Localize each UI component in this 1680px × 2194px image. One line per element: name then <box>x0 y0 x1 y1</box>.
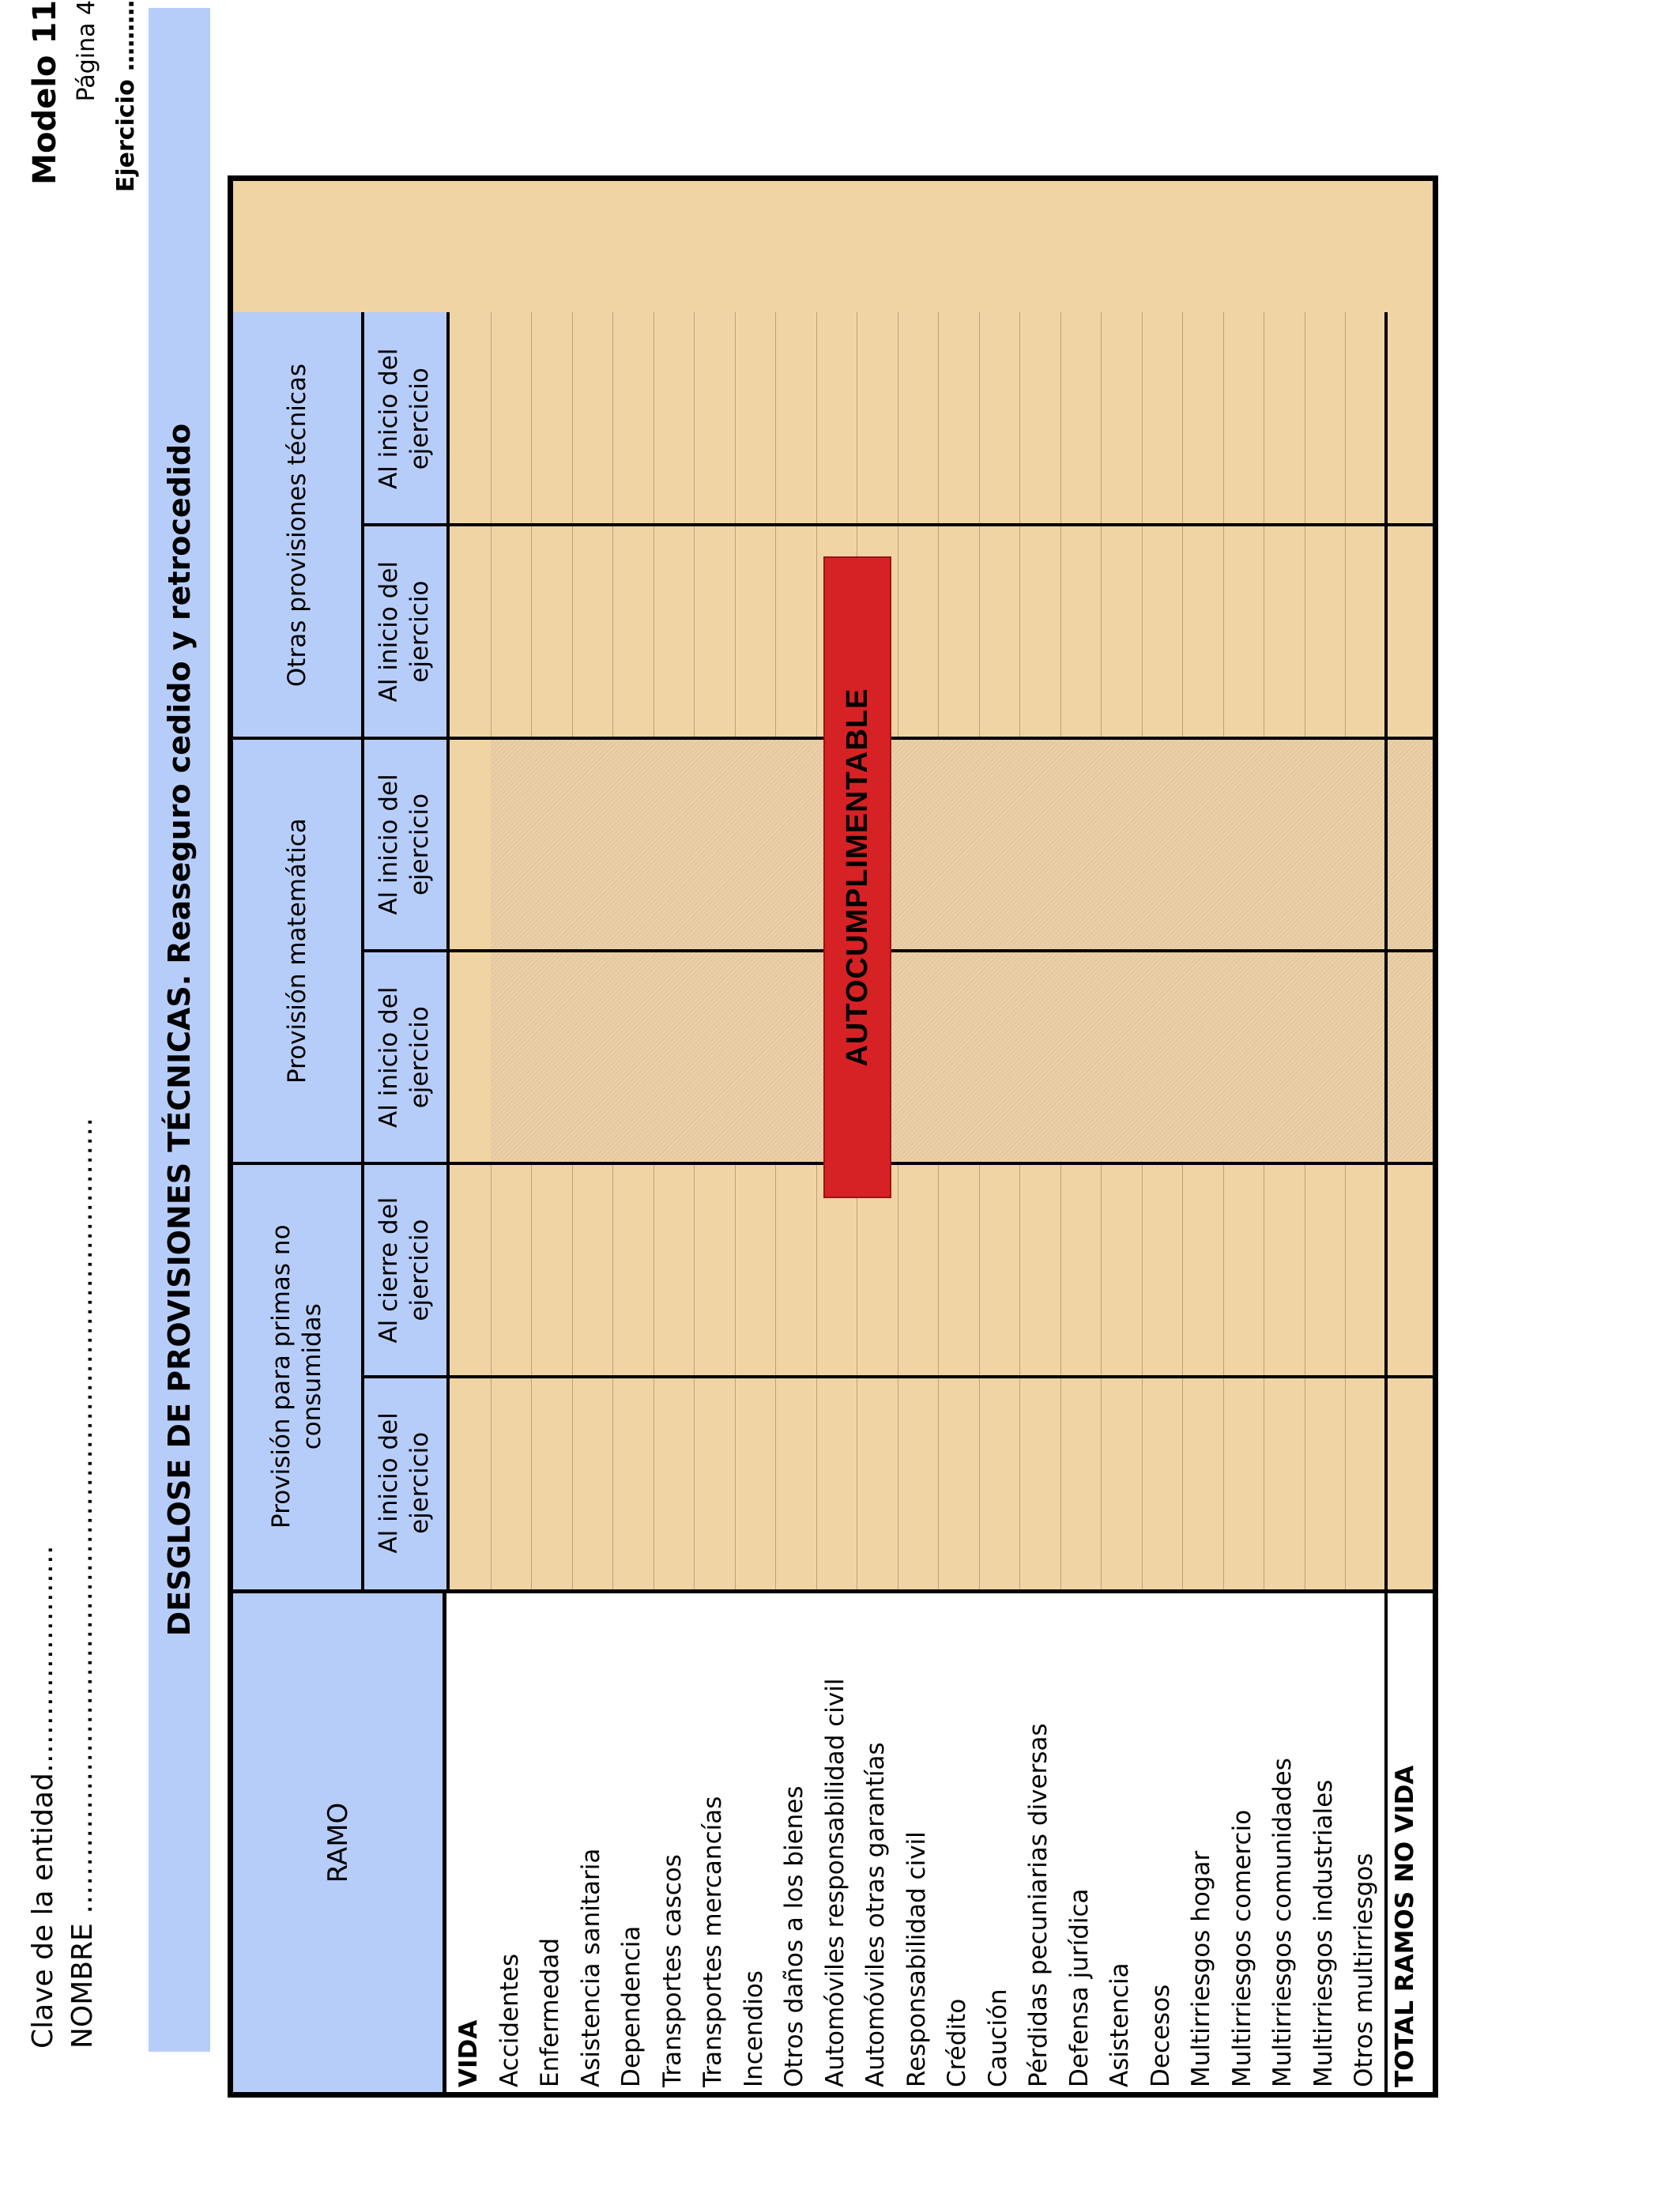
row-label: Accidentes <box>495 1953 524 2087</box>
sub-header: Al inicio del ejercicio <box>363 738 446 951</box>
row-label: Crédito <box>943 1998 971 2087</box>
row-label: Multirriesgos industriales <box>1309 1779 1338 2087</box>
column-divider <box>363 524 1433 527</box>
ramo-column <box>233 1589 1433 2092</box>
sub-header: Al inicio del ejercicio <box>363 951 446 1163</box>
row-label: Defensa jurídica <box>1064 1888 1094 2087</box>
total-row-line <box>1384 312 1388 2092</box>
row-label: Incendios <box>739 1970 768 2087</box>
sub-header: Al inicio del ejercicio <box>363 1377 446 1589</box>
row-label: Enfermedad <box>536 1937 564 2087</box>
column-divider <box>363 949 1433 952</box>
modelo-label: Modelo 11 <box>27 0 63 185</box>
sub-header: Al cierre del ejercicio <box>363 1163 446 1376</box>
row-label: Multirriesgos comunidades <box>1268 1758 1297 2087</box>
row-label: Multirriesgos hogar <box>1187 1850 1215 2087</box>
row-label: Responsabilidad civil <box>902 1831 931 2087</box>
row-label: TOTAL RAMOS NO VIDA <box>1390 1765 1419 2087</box>
row-label: Multirriesgos comercio <box>1227 1809 1256 2087</box>
row-label: Pérdidas pecuniarias diversas <box>1024 1723 1053 2087</box>
group-header: Provisión para primas no consumidas <box>233 1163 361 1589</box>
sub-header: Al inicio del ejercicio <box>363 312 446 525</box>
row-label: VIDA <box>454 2019 483 2087</box>
group-header: Otras provisiones técnicas <box>233 312 361 738</box>
row-label: Caución <box>983 1989 1012 2087</box>
nombre-entidad: NOMBRE ………………………………………………………………………… <box>66 1117 99 2049</box>
row-label: Decesos <box>1146 1984 1175 2087</box>
row-label: Asistencia <box>1106 1962 1134 2087</box>
page-title: DESGLOSE DE PROVISIONES TÉCNICAS. Reaseguro cedido y retrocedido <box>162 423 197 1637</box>
row-label: Transportes cascos <box>657 1854 687 2087</box>
row-label: Dependencia <box>617 1925 646 2087</box>
title-bar <box>149 8 210 2052</box>
sub-header: Al inicio del ejercicio <box>363 526 446 738</box>
row-label: Otros multirriesgos <box>1350 1853 1378 2087</box>
ramo-header: RAMO <box>233 1593 446 2092</box>
autocumplimentable-stamp: AUTOCUMPLIMENTABLE <box>823 556 891 1198</box>
row-label: Asistencia sanitaria <box>576 1848 605 2087</box>
pagina-label: Página 4 <box>73 0 100 102</box>
ejercicio-label: Ejercicio ……… <box>112 0 140 193</box>
group-header: Provisión matemática <box>233 738 361 1164</box>
row-label: Automóviles responsabilidad civil <box>820 1678 849 2087</box>
row-label: Otros daños a los bienes <box>780 1785 808 2087</box>
row-label: Automóviles otras garantías <box>861 1742 890 2087</box>
row-label: Transportes mercancías <box>699 1796 727 2087</box>
clave-entidad: Clave de la entidad…………………… <box>27 1545 59 2049</box>
column-divider <box>363 1375 1433 1378</box>
